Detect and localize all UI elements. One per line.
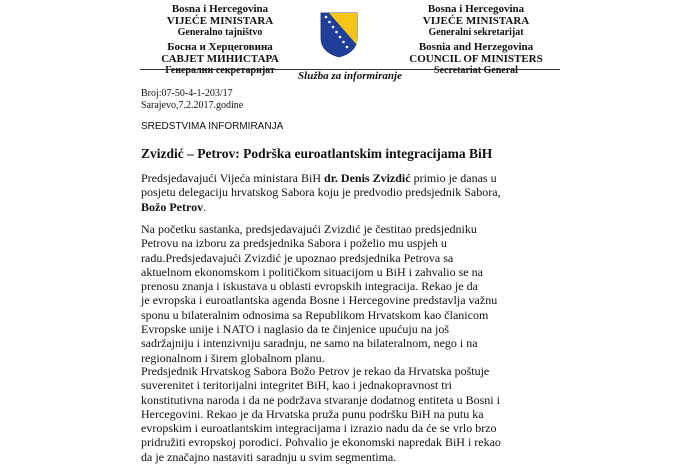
header-right xyxy=(396,3,556,77)
paragraph-line: radu.Predsjedavajući Zvizdić je upoznao predsjednika Petrova sa xyxy=(141,250,454,265)
paragraph-line: evropskim i euroatlantskim integracijama i izrazio nadu da će se vrlo brzo xyxy=(141,421,497,436)
paragraph-line: pridružiti evropskoj porodici. Pohvalio je ekonomski napredak BiH i rekao xyxy=(141,435,501,450)
header-left xyxy=(140,3,300,77)
paragraph-3 xyxy=(141,364,533,464)
paragraph-line: prenosu znanja i iskustava u oblasti evropskih integracija. Rekao je da xyxy=(141,279,478,294)
header-right-body-en: COUNCIL OF MINISTERS xyxy=(409,53,543,65)
coat-of-arms-icon xyxy=(320,12,358,58)
document-place-date: Sarajevo,7.2.2017.godine xyxy=(141,100,244,111)
press-release-title: Zvizdić – Petrov: Podrška euroatlantskim integracijama BiH xyxy=(141,146,493,161)
header-left-office: Generalno tajništvo xyxy=(177,27,263,38)
paragraph-line: Hercegovini. Rekao je da Hrvatska pruža punu podršku BiH na putu ka xyxy=(141,406,484,421)
paragraph-line: konstitutivna naroda i da ne podržava stvaranje dodatnog entiteta u Bosni i xyxy=(141,392,500,407)
paragraph-line: regionalnom i širem globalnom planu. xyxy=(141,350,325,365)
header-left-office-cyr: Генерални секретаријат xyxy=(165,65,275,76)
paragraph-1 xyxy=(141,171,533,214)
header-right-country-en: Bosnia and Herzegovina xyxy=(418,41,534,53)
paragraph-line: Na početku sastanka, predsjedavajući Zvizdić je čestitao predsjedniku xyxy=(141,222,477,236)
header-left-country: Bosna i Hercegovina xyxy=(171,3,269,15)
paragraph-1-line-1: Predsjedavajući Vijeća ministara BiH dr. Denis Zvizdić primio je danas u xyxy=(141,171,497,185)
header-right-office: Generalni sekretarijat xyxy=(428,27,524,38)
paragraph-line: Petrovu na izboru za predsjednika Sabora i poželio mu uspjeh u xyxy=(141,236,447,251)
paragraph-line: je evropska i euroatlantska agenda Bosne i Hercegovine predstavlja važnu xyxy=(141,293,498,308)
header-left-body-cyr: САВЈЕТ МИНИСТАРА xyxy=(161,53,279,65)
header-left-country-cyr: Босна и Херцеговина xyxy=(167,41,273,53)
paragraph-line: aktuelnom ekonomskom i političkom situacijom u BiH i zahvalio se na xyxy=(141,264,483,279)
header-right-office-en: Secretariat General xyxy=(434,65,518,76)
paragraph-line: Evropske unije i NATO i naglasio da te činjenice upućuju na još xyxy=(141,322,450,337)
paragraph-1-line-2: posjetu delegaciju hrvatskog Sabora koju je predvodio predsjednik Sabora, xyxy=(141,185,501,200)
paragraph-2 xyxy=(141,222,533,365)
document-meta xyxy=(141,88,243,112)
document-number: Broj:07-50-4-1-203/17 xyxy=(141,88,233,99)
service-name: Služba za informiranje xyxy=(298,70,402,82)
header-left-body: VIJEĆE MINISTARA xyxy=(166,15,274,27)
paragraph-line: suverenitet i teritorijalni integritet BiH, kao i jednakopravnost tri xyxy=(141,378,452,393)
paragraph-line: sadržajniju i intenzivniju saradnju, ne samo na bilateralnom, nego i na xyxy=(141,336,478,351)
header-right-body: VIJEĆE MINISTARA xyxy=(422,15,530,27)
header-right-country: Bosna i Hercegovina xyxy=(427,3,525,15)
recipient: SREDSTVIMA INFORMIRANJA xyxy=(141,121,284,132)
paragraph-1-line-3: Božo Petrov. xyxy=(141,199,207,214)
paragraph-line: sponu u bilateralnim odnosima sa Republikom Hrvatskom kao članicom xyxy=(141,307,489,322)
paragraph-line: da je značajno nastaviti saradnju u svim segmentima. xyxy=(141,449,397,464)
paragraph-line: Predsjednik Hrvatskog Sabora Božo Petrov je rekao da Hrvatska poštuje xyxy=(141,364,490,378)
